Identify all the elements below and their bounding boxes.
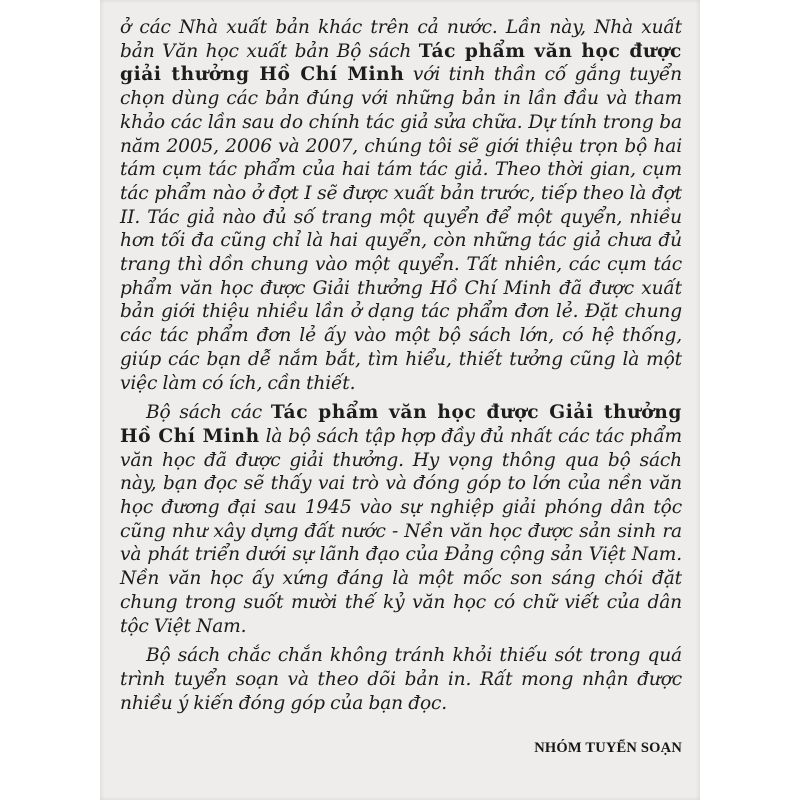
- signature: NHÓM TUYỂN SOẠN: [534, 740, 682, 756]
- paragraph-1: [120, 16, 682, 395]
- body-text: [120, 16, 682, 715]
- paragraph-1-part-2: với tinh thần cố gắng tuyển chọn dùng các bản đúng với những bản in lần đầu và tham khảo các lần sau do chính tác giả sửa chữa. Dự tính trong ba năm 2005, 2006 và 2007, chúng tôi sẽ giới thiệu trọn bộ hai tám cụm tác phẩm của hai tám tác giả. Theo thời gian, cụm tác phẩm nào ở đợt I sẽ được xuất bản trước, tiếp theo là đợt II. Tác giả nào đủ số trang một quyển để một quyển, nhiều hơn tối đa cũng chỉ là hai quyển, còn những tác giả chưa đủ trang thì dồn chung vào một quyển. Tất nhiên, các cụm tác phẩm văn học được Giải thưởng Hồ Chí Minh đã được xuất bản giới thiệu nhiều lần ở dạng tác phẩm đơn lẻ. Đặt chung các tác phẩm đơn lẻ ấy vào một bộ sách lớn, có hệ thống, giúp các bạn dễ nắm bắt, tìm hiểu, thiết tưởng cũng là một việc làm có ích, cần thiết.: [120, 64, 682, 394]
- paragraph-1-part-1: ở các Nhà xuất bản khác trên cả nước. Lần này, Nhà xuất bản Văn học xuất bản Bộ sách: [120, 17, 682, 62]
- paragraph-2: [120, 401, 682, 638]
- series-title-bold: Tác phẩm văn học được giải thưởng Hồ Chí Minh: [120, 40, 682, 86]
- book-page: [100, 0, 700, 800]
- paragraph-2-part-1: Bộ sách các: [146, 402, 271, 424]
- paragraph-2-part-2: là bộ sách tập hợp đầy đủ nhất các tác phẩm văn học đã được giải thưởng. Hy vọng thông qua bộ sách này, bạn đọc sẽ thấy vai trò và đóng góp to lớn của nền văn học đương đại sau 1945 vào sự nghiệp giải phóng dân tộc cũng như xây dựng đất nước - Nền văn học được sản sinh ra và phát triển dưới sự lãnh đạo của Đảng cộng sản Việt Nam. Nền văn học ấy xứng đáng là một mốc son sáng chói đặt chung trong suốt mười thế kỷ văn học có chữ viết của dân tộc Việt Nam.: [120, 425, 682, 637]
- series-title-bold-2: Tác phẩm văn học được Giải thưởng Hồ Chí Minh: [120, 402, 682, 447]
- paragraph-3: Bộ sách chắc chắn không tránh khỏi thiếu sót trong quá trình tuyển soạn và theo dõi bản in. Rất mong nhận được nhiều ý kiến đóng góp của bạn đọc.: [120, 645, 682, 714]
